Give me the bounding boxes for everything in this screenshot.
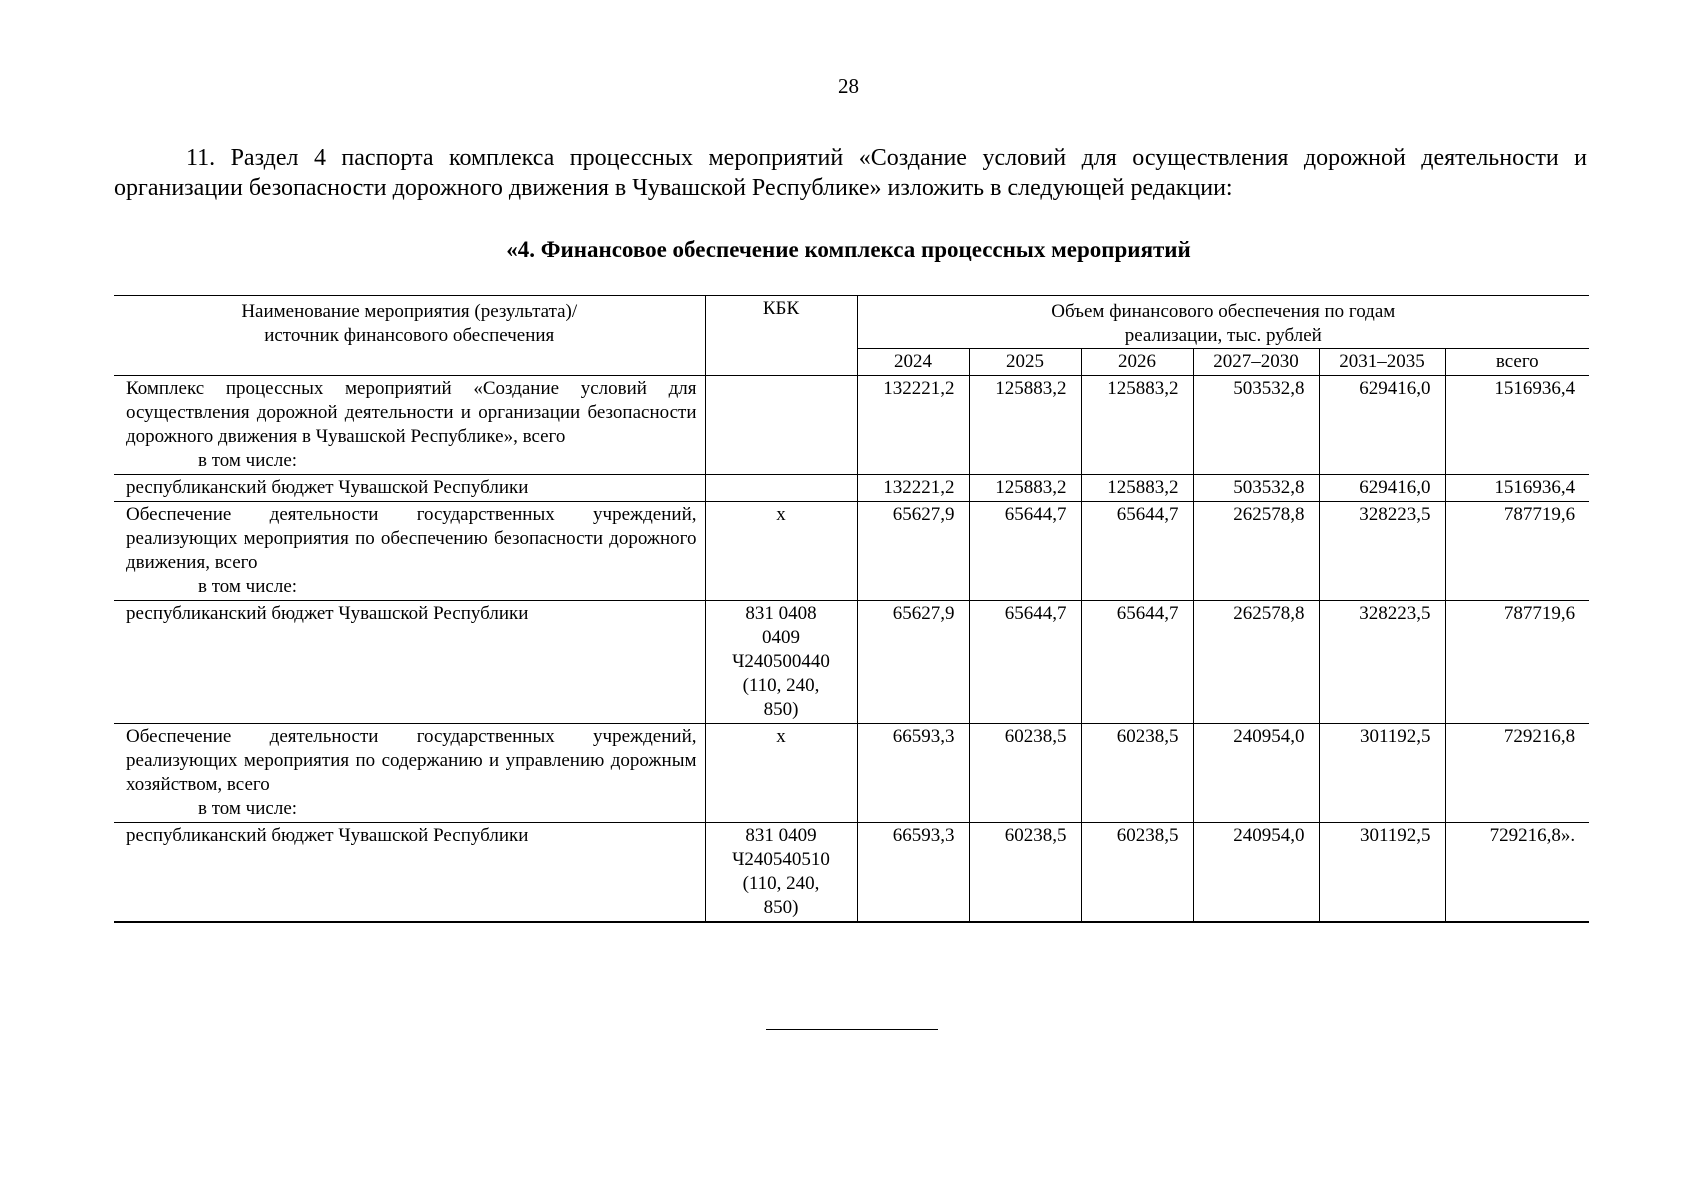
row-value: 65644,7 (1081, 502, 1193, 601)
row-name-cell (114, 601, 705, 724)
row-kbk: 831 0409 Ч240540510 (110, 240, 850) (705, 823, 857, 923)
row-value: 301192,5 (1319, 823, 1445, 923)
row-value: 60238,5 (969, 823, 1081, 923)
row-total: 787719,6 (1445, 502, 1589, 601)
header-volume: Объем финансового обеспечения по годам реализации, тыс. рублей (857, 296, 1589, 349)
row-value: 132221,2 (857, 376, 969, 475)
row-kbk (705, 475, 857, 502)
row-value: 629416,0 (1319, 376, 1445, 475)
table-header-row (114, 296, 1589, 349)
row-value: 60238,5 (969, 724, 1081, 823)
row-kbk (705, 376, 857, 475)
row-value: 65627,9 (857, 502, 969, 601)
header-kbk: КБК (705, 296, 857, 376)
header-name: Наименование мероприятия (результата)/ источник финансового обеспечения (114, 296, 705, 376)
row-total: 1516936,4 (1445, 376, 1589, 475)
row-value: 240954,0 (1193, 823, 1319, 923)
row-value: 301192,5 (1319, 724, 1445, 823)
table-row (114, 376, 1589, 475)
row-name: Обеспечение деятельности государственных учреждений, реализующих мероприятия по обеспечению безопасности дорожного движения, всего (126, 504, 697, 573)
row-value: 125883,2 (969, 475, 1081, 502)
row-value: 65644,7 (969, 601, 1081, 724)
page-number: 28 (838, 74, 859, 98)
row-name-cell (114, 502, 705, 601)
row-kbk: х (705, 502, 857, 601)
row-value: 60238,5 (1081, 724, 1193, 823)
row-kbk: х (705, 724, 857, 823)
row-total: 787719,6 (1445, 601, 1589, 724)
row-value: 65644,7 (969, 502, 1081, 601)
row-value: 125883,2 (969, 376, 1081, 475)
row-name: Обеспечение деятельности государственных учреждений, реализующих мероприятия по содержанию и управлению дорожным хозяйством, всего (126, 726, 697, 795)
row-sub: в том числе: (198, 798, 298, 819)
header-total: всего (1445, 349, 1589, 376)
table-row (114, 475, 1589, 502)
row-name-cell (114, 823, 705, 923)
row-value: 66593,3 (857, 724, 969, 823)
row-sub: в том числе: (198, 450, 298, 471)
table-row (114, 724, 1589, 823)
intro-paragraph: 11. Раздел 4 паспорта комплекса процессных мероприятий «Создание условий для осуществления дорожной деятельности и организации безопасности дорожного движения в Чувашской Республике» изложить в следующей редакции: (114, 145, 1587, 201)
row-total: 729216,8 (1445, 724, 1589, 823)
row-name-cell (114, 376, 705, 475)
header-year: 2026 (1081, 349, 1193, 376)
row-value: 125883,2 (1081, 475, 1193, 502)
row-name-cell (114, 475, 705, 502)
row-value: 132221,2 (857, 475, 969, 502)
row-name-cell (114, 724, 705, 823)
row-name: республиканский бюджет Чувашской Республики (126, 477, 529, 498)
table-row (114, 823, 1589, 923)
row-value: 262578,8 (1193, 502, 1319, 601)
row-value: 629416,0 (1319, 475, 1445, 502)
row-value: 65627,9 (857, 601, 969, 724)
footer-divider (766, 1029, 938, 1030)
row-kbk: 831 0408 0409 Ч240500440 (110, 240, 850) (705, 601, 857, 724)
row-value: 503532,8 (1193, 376, 1319, 475)
row-value: 66593,3 (857, 823, 969, 923)
row-value: 240954,0 (1193, 724, 1319, 823)
row-value: 60238,5 (1081, 823, 1193, 923)
row-name: республиканский бюджет Чувашской Республики (126, 603, 529, 624)
row-name: Комплекс процессных мероприятий «Создание условий для осуществления дорожной деятельности и организации безопасности дорожного движения в Чувашской Республике», всего (126, 378, 697, 447)
row-value: 125883,2 (1081, 376, 1193, 475)
row-value: 65644,7 (1081, 601, 1193, 724)
financing-table (114, 295, 1589, 923)
section-title: «4. Финансовое обеспечение комплекса процессных мероприятий (506, 237, 1191, 262)
table-row (114, 502, 1589, 601)
row-total: 729216,8». (1445, 823, 1589, 923)
row-value: 503532,8 (1193, 475, 1319, 502)
row-value: 328223,5 (1319, 601, 1445, 724)
row-sub: в том числе: (198, 576, 298, 597)
row-name: республиканский бюджет Чувашской Республики (126, 825, 529, 846)
header-year: 2024 (857, 349, 969, 376)
table-row (114, 601, 1589, 724)
header-year: 2025 (969, 349, 1081, 376)
header-year: 2031–2035 (1319, 349, 1445, 376)
row-value: 328223,5 (1319, 502, 1445, 601)
row-total: 1516936,4 (1445, 475, 1589, 502)
header-year: 2027–2030 (1193, 349, 1319, 376)
row-value: 262578,8 (1193, 601, 1319, 724)
